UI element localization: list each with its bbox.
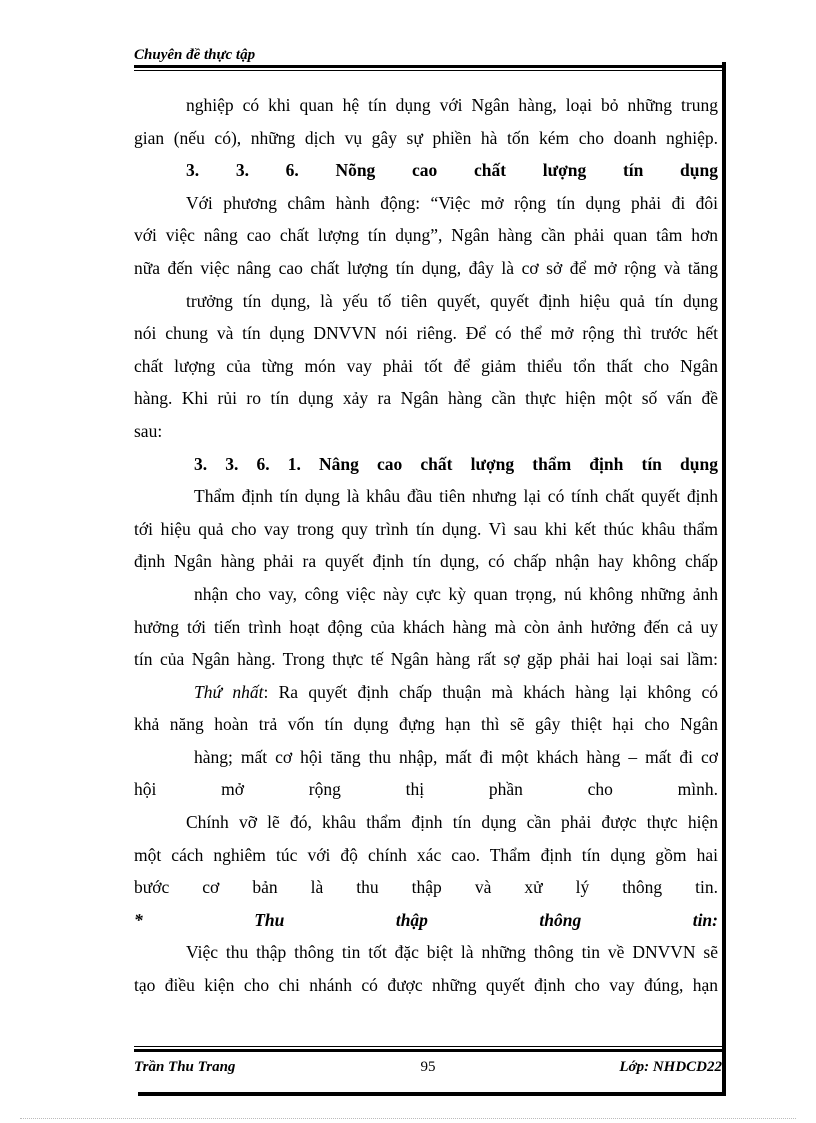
body-line: tạo điều kiện cho chi nhánh có được những quyết định cho vay đúng, hạn bbox=[134, 975, 718, 996]
page-footer bbox=[134, 1046, 722, 1078]
header-title: Chuyên đề thực tập bbox=[134, 47, 256, 63]
body-line: chất lượng của từng món vay phải tốt để giảm thiểu tổn thất cho Ngân bbox=[134, 355, 718, 376]
page-number: 95 bbox=[420, 1059, 436, 1075]
page-header bbox=[134, 46, 722, 71]
footer-rule-thin bbox=[134, 1046, 722, 1047]
body-line: với việc nâng cao chất lượng tín dụng”, Ngân hàng cần phải quan tâm hơn bbox=[134, 225, 718, 246]
page-border-shadow-right bbox=[722, 62, 726, 1096]
body-line: nói chung và tín dụng DNVVN nói riêng. Để có thể mở rộng thì trước hết bbox=[134, 323, 718, 344]
body-line: hội mở rộng thị phần cho mình. bbox=[134, 779, 718, 800]
body-line: sau: bbox=[134, 420, 163, 441]
footer-rule-thick bbox=[134, 1049, 722, 1052]
document-body bbox=[134, 89, 718, 1002]
body-line: Việc thu thập thông tin tốt đặc biệt là những thông tin về DNVVN sẽ bbox=[186, 942, 718, 963]
body-line-thu-nhat: Thứ nhất: Ra quyết định chấp thuận mà khách hàng lại không có bbox=[194, 681, 718, 702]
body-line: Thẩm định tín dụng là khâu đầu tiên nhưng lại có tính chất quyết định bbox=[194, 486, 718, 507]
body-line: trưởng tín dụng, là yếu tố tiên quyết, quyết định hiệu quả tín dụng bbox=[186, 290, 718, 311]
body-line: Chính vỡ lẽ đó, khâu thẩm định tín dụng cần phải được thực hiện bbox=[186, 812, 718, 833]
body-line: hàng. Khi rủi ro tín dụng xảy ra Ngân hàng cần thực hiện một số vấn đề bbox=[134, 388, 718, 409]
body-line: bước cơ bản là thu thập và xử lý thông tin. bbox=[134, 877, 718, 898]
body-line: nữa đến việc nâng cao chất lượng tín dụng, đây là cơ sở để mở rộng và tăng bbox=[134, 257, 718, 278]
section-heading-3-3-6: 3. 3. 6. Nõng cao chất lượng tín dụng bbox=[186, 160, 718, 181]
body-line: hưởng tới tiến trình hoạt động của khách hàng mà còn ảnh hưởng đến cả uy bbox=[134, 616, 718, 637]
page-edge-divider bbox=[20, 1118, 796, 1119]
footer-author: Trần Thu Trang bbox=[134, 1059, 236, 1075]
thu-nhat-label: Thứ nhất bbox=[194, 681, 264, 702]
body-line: Với phương châm hành động: “Việc mở rộng tín dụng phải đi đôi bbox=[186, 192, 718, 213]
subheading-thu-thap-thong-tin: * Thu thập thông tin: bbox=[134, 909, 718, 930]
page-border-shadow-bottom bbox=[138, 1092, 726, 1096]
body-line: gian (nếu có), những dịch vụ gây sự phiền hà tốn kém cho doanh nghiệp. bbox=[134, 127, 718, 148]
body-line: tín của Ngân hàng. Trong thực tế Ngân hàng rất sợ gặp phải hai loại sai lầm: bbox=[134, 649, 718, 670]
body-line: khả năng hoàn trả vốn tín dụng đựng hạn thì sẽ gây thiệt hại cho Ngân bbox=[134, 714, 718, 735]
thu-nhat-text: Ra quyết định chấp thuận mà khách hàng lại không có bbox=[278, 681, 718, 702]
body-line: hàng; mất cơ hội tăng thu nhập, mất đi một khách hàng – mất đi cơ bbox=[194, 746, 718, 767]
footer-class-label: Lớp: NHDCD22 bbox=[619, 1059, 722, 1075]
body-line: nghiệp có khi quan hệ tín dụng với Ngân hàng, loại bỏ những trung bbox=[186, 95, 718, 115]
header-rule-thick bbox=[134, 65, 722, 68]
body-line: tới hiệu quả cho vay trong quy trình tín dụng. Vì sau khi kết thúc khâu thẩm bbox=[134, 518, 718, 539]
body-line: định Ngân hàng phải ra quyết định tín dụng, có chấp nhận hay không chấp bbox=[134, 551, 718, 572]
body-line: một cách nghiêm túc với độ chính xác cao. Thẩm định tín dụng gồm hai bbox=[134, 844, 718, 865]
header-rule-thin bbox=[134, 70, 722, 71]
section-heading-3-3-6-1: 3. 3. 6. 1. Nâng cao chất lượng thẩm định tín dụng bbox=[194, 453, 718, 474]
body-line: nhận cho vay, công việc này cực kỳ quan trọng, nú không những ảnh bbox=[194, 583, 718, 604]
